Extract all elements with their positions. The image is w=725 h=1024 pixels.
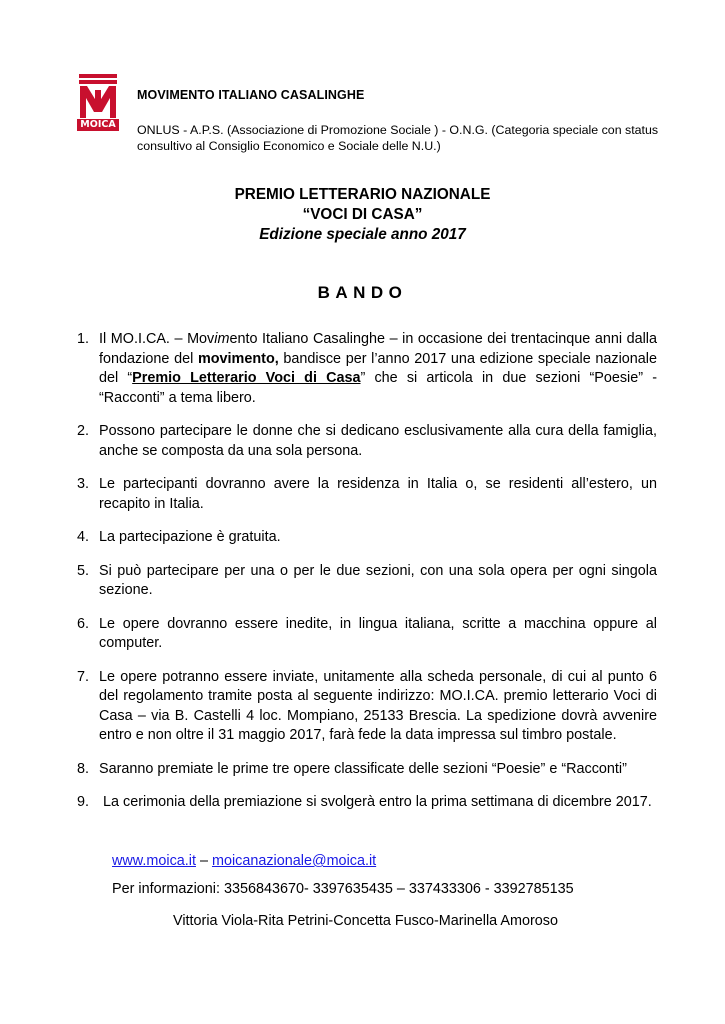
item-text: Le opere potranno essere inviate, unitamente alla scheda personale, di cui al punto 6 del regolamento tramite posta al seguente indirizzo: MO.I.CA. premio letterario Voci di Casa – via B. Castelli 4 loc. Mompiano, 25133 Brescia. La spedizione dovrà avvenire entro e non oltre il 31 maggio 2017, farà fede la data impressa sul timbro postale. <box>99 668 657 743</box>
bando-heading: BANDO <box>317 283 408 302</box>
title-line-1: PREMIO LETTERARIO NAZIONALE <box>234 186 491 203</box>
org-name: MOVIMENTO ITALIANO CASALINGHE <box>137 88 365 102</box>
logo-text: MOICA <box>80 119 116 130</box>
moica-logo <box>75 72 121 132</box>
website-link[interactable]: www.moica.it <box>112 853 196 869</box>
item-number: 2. <box>77 423 90 439</box>
list-item <box>77 760 657 780</box>
phone-info: Per informazioni: 3356843670- 3397635435 – 337433306 - 3392785135 <box>112 881 574 897</box>
email-link[interactable]: moicanazionale@moica.it <box>211 853 377 869</box>
item-text: Si può partecipare per una o per le due sezioni, con una sola opera per ogni singola sezione. <box>99 562 657 598</box>
item-text: Il MO.I.CA. – Mov <box>99 331 215 347</box>
item-text: Saranno premiate le prime tre opere classificate delle sezioni “Poesie” e “Racconti” <box>99 760 627 777</box>
prize-name: Premio Letterario Voci di Casa <box>132 370 361 386</box>
list-item <box>77 615 657 654</box>
item-number: 3. <box>77 476 90 492</box>
list-item <box>77 330 657 408</box>
item-number: 1. <box>77 331 90 347</box>
item-number: 7. <box>77 668 90 685</box>
item-number: 5. <box>77 562 90 579</box>
rules-list <box>77 330 657 827</box>
link-separator: – <box>195 853 212 869</box>
item-text: Possono partecipare le donne che si dedicano esclusivamente alla cura della famiglia, anche se composta da una sola persona. <box>99 423 657 459</box>
list-item <box>77 668 657 746</box>
item-text: Le opere dovranno essere inedite, in lingua italiana, scritte a macchina oppure al computer. <box>99 615 657 651</box>
item-number: 6. <box>77 615 90 632</box>
list-item <box>77 793 657 813</box>
item-text: ento Italiano Casalinghe – in occasione dei trentacinque anni dalla fondazione del <box>99 331 657 367</box>
item-text-italic: im <box>214 331 230 347</box>
list-item <box>77 422 657 461</box>
title-block <box>0 185 725 245</box>
list-item <box>77 562 657 601</box>
contact-links <box>112 851 376 871</box>
signers: Vittoria Viola-Rita Petrini-Concetta Fusco-Marinella Amoroso <box>173 913 558 929</box>
org-description: ONLUS - A.P.S. (Associazione di Promozione Sociale ) - O.N.G. (Categoria speciale con status consultivo al Consiglio Economico e Sociale delle N.U.) <box>137 123 659 153</box>
list-item <box>77 528 657 548</box>
item-text-bold: movimento, <box>197 350 279 367</box>
item-number: 9. <box>77 794 90 810</box>
list-item <box>77 475 657 514</box>
item-text: ” che si articola in due sezioni “Poesie” - “Racconti” a tema libero. <box>99 370 657 406</box>
title-edition: Edizione speciale anno 2017 <box>259 226 466 243</box>
item-text: Le partecipanti dovranno avere la residenza in Italia o, se residenti all’estero, un recapito in Italia. <box>99 476 657 512</box>
item-text: bandisce per l’anno 2017 una edizione speciale nazionale del “ <box>99 350 657 386</box>
item-text: La cerimonia della premiazione si svolgerà entro la prima settimana di dicembre 2017. <box>103 794 652 810</box>
title-line-2: “VOCI DI CASA” <box>302 206 423 223</box>
item-number: 4. <box>77 529 90 545</box>
item-number: 8. <box>77 760 90 777</box>
item-text: La partecipazione è gratuita. <box>99 529 281 545</box>
